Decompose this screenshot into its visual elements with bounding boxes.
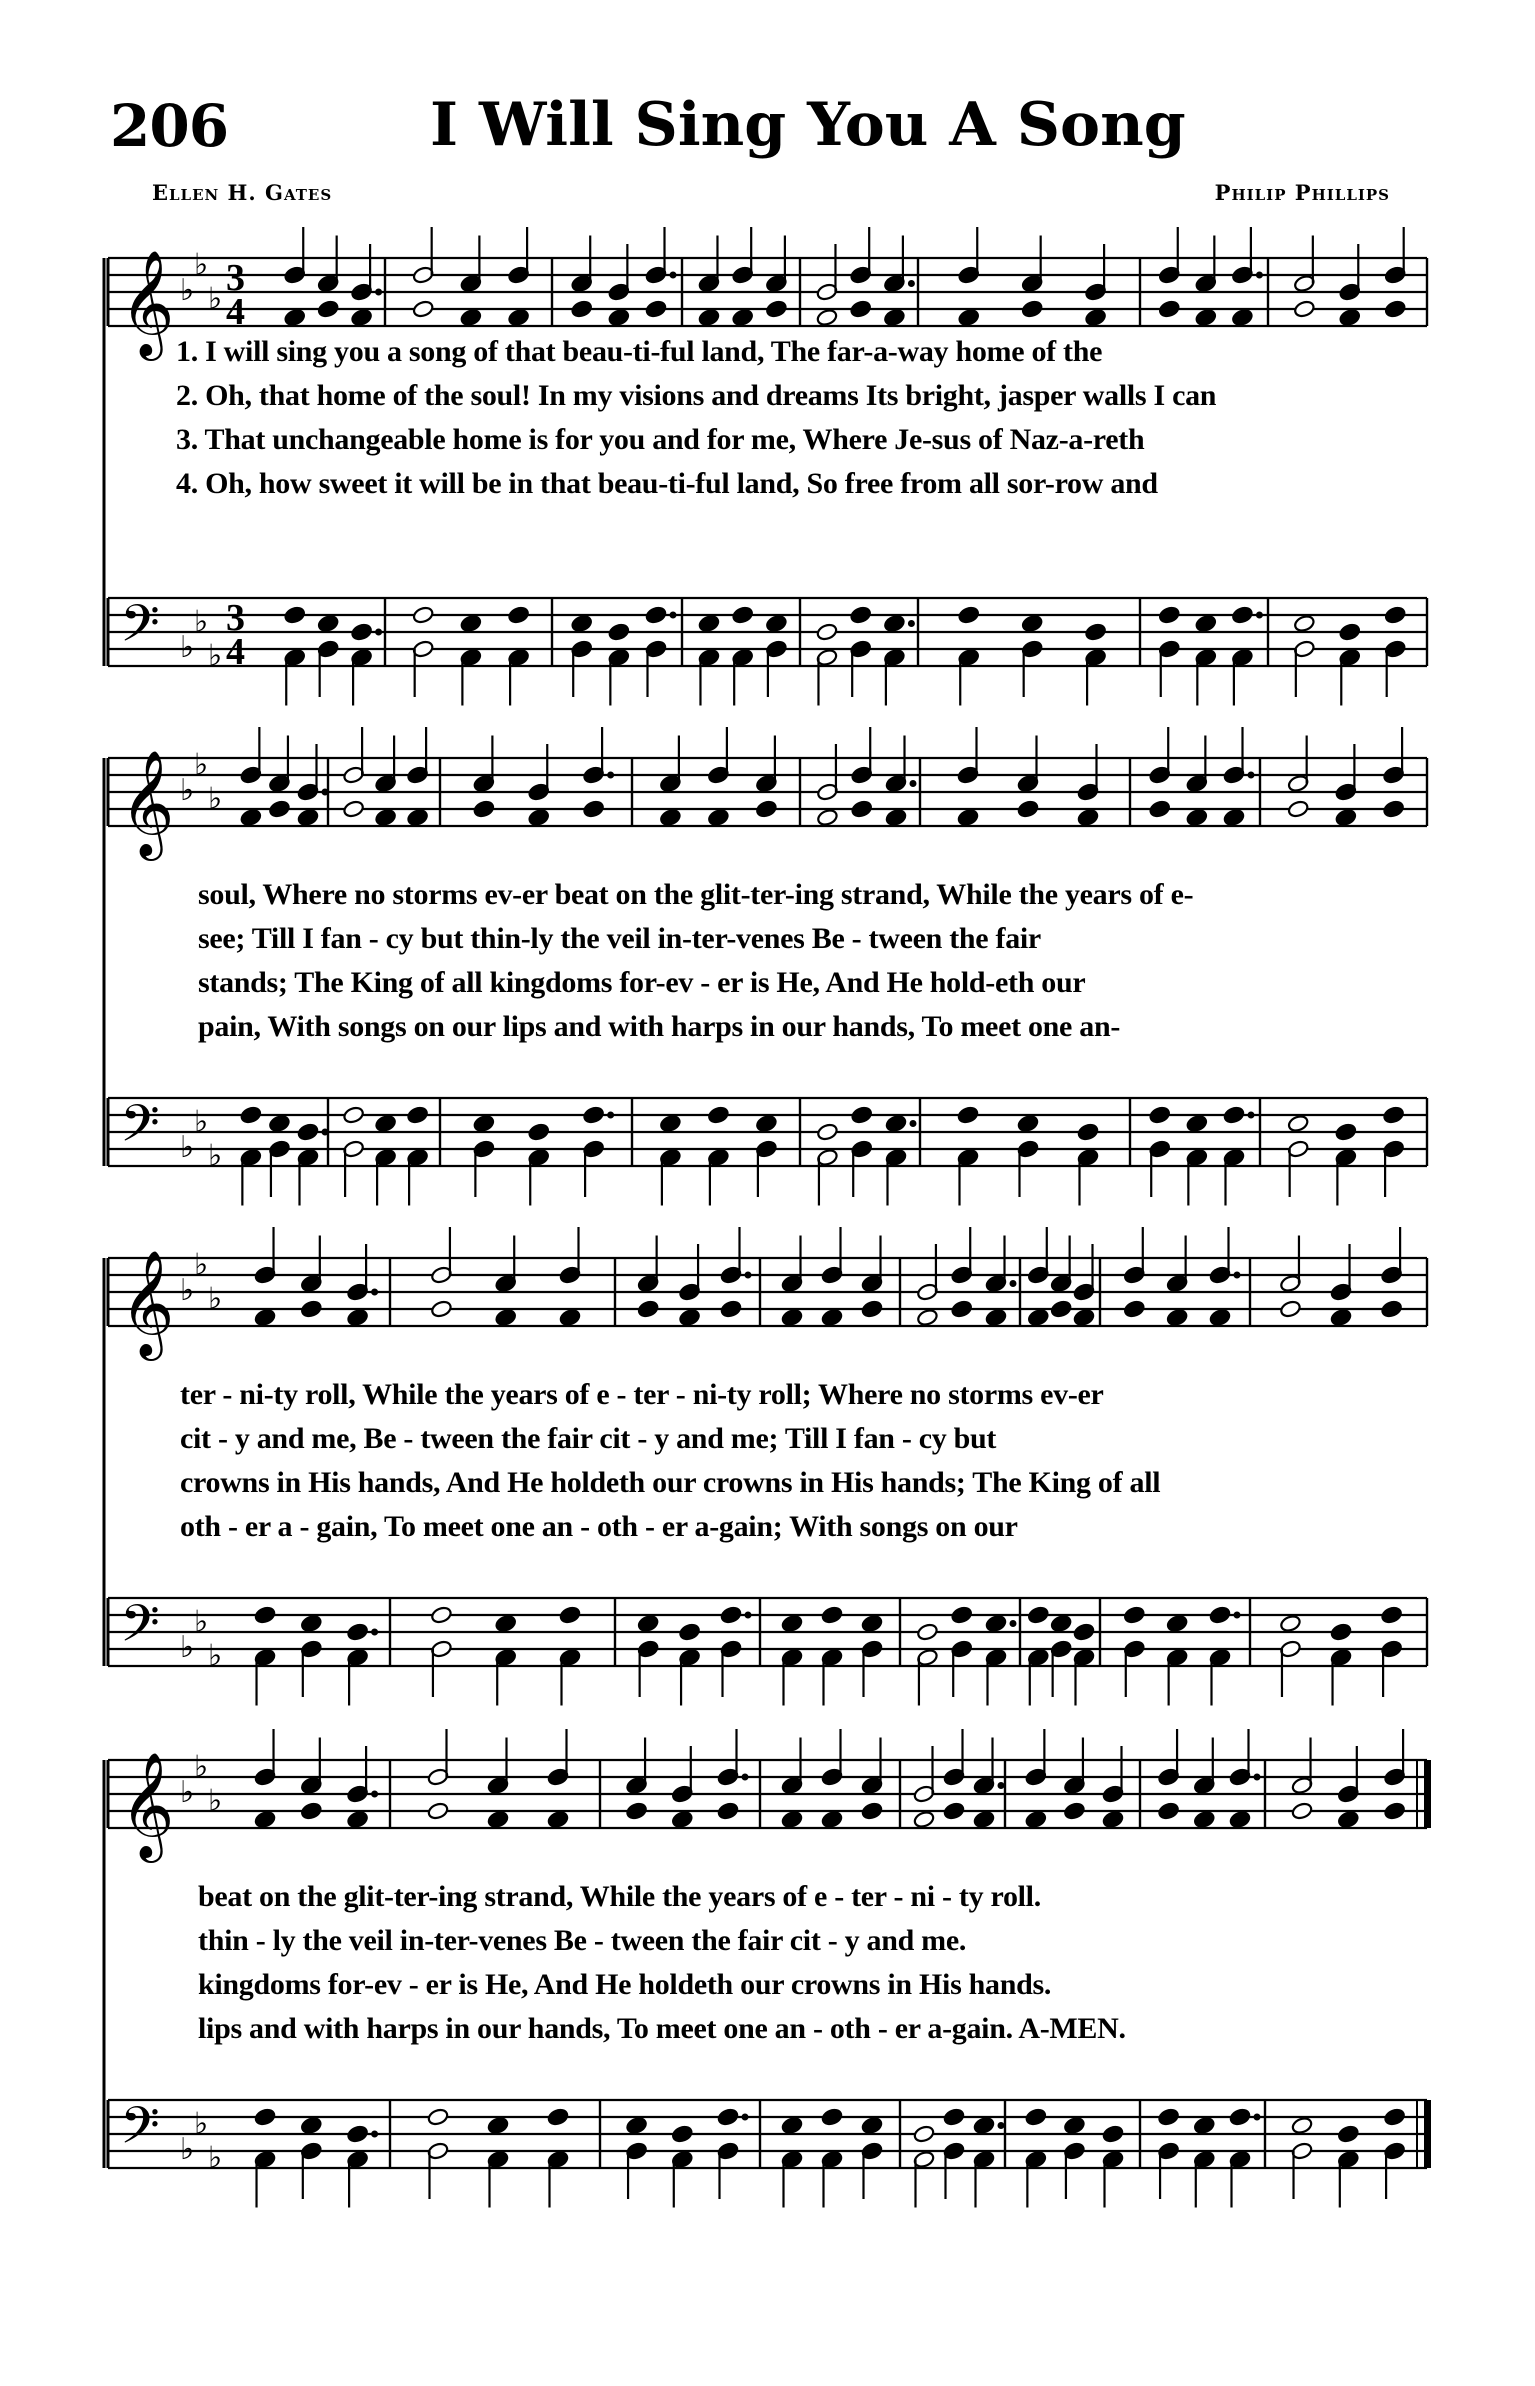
- note-head: [559, 1308, 581, 1327]
- note-head: [781, 2116, 803, 2135]
- note-head: [1017, 799, 1039, 818]
- note-head: [1157, 1801, 1179, 1820]
- note-head: [342, 1105, 364, 1124]
- lyric-line: stands; The King of all kingdoms for-ev - er is He, And He hold-eth our: [198, 966, 1086, 999]
- staff-svg: [0, 1700, 1535, 2228]
- composer-credit: Philip Phillips: [1214, 180, 1390, 205]
- note-head: [1209, 1605, 1231, 1624]
- treble-staff: [108, 1227, 1427, 1361]
- note-head: [547, 2107, 569, 2126]
- note-head: [1383, 2107, 1405, 2126]
- note-head: [1330, 1308, 1352, 1327]
- flat-icon: ♭: [208, 638, 223, 674]
- note-head: [346, 1308, 368, 1327]
- note-head: [625, 2116, 647, 2135]
- lyric-line: lips and with harps in our hands, To meet one an - oth - er a-gain. A-MEN.: [198, 2012, 1126, 2045]
- note-head: [406, 808, 428, 827]
- note-head: [507, 308, 529, 327]
- dot: [745, 1612, 752, 1619]
- note-head: [1148, 799, 1170, 818]
- note-head: [1384, 299, 1406, 318]
- dot: [371, 1289, 378, 1296]
- dot: [1010, 1280, 1017, 1287]
- note-head: [821, 1308, 843, 1327]
- note-head: [300, 1801, 322, 1820]
- note-head: [1186, 808, 1208, 827]
- note-head: [731, 605, 753, 624]
- note-head: [1084, 308, 1106, 327]
- note-head: [1063, 1801, 1085, 1820]
- note-head: [1380, 1605, 1402, 1624]
- note-head: [1166, 1614, 1188, 1633]
- dot: [908, 280, 915, 287]
- bass-clef-icon: 𝄢: [120, 1093, 160, 1166]
- dot: [1256, 272, 1263, 279]
- flat-icon: ♭: [208, 2140, 223, 2176]
- flat-icon: ♭: [194, 1749, 209, 1785]
- note-head: [913, 1810, 935, 1829]
- note-head: [1157, 2107, 1179, 2126]
- note-head: [1148, 1105, 1170, 1124]
- flat-icon: ♭: [194, 2106, 209, 2142]
- lyricist-credit: Ellen H. Gates: [152, 180, 333, 205]
- flat-icon: ♭: [194, 247, 209, 283]
- note-head: [698, 308, 720, 327]
- treble-clef-icon: 𝄞: [120, 1751, 175, 1858]
- lyric-line: oth - er a - gain, To meet one an - oth - er a-gain; With songs on our: [180, 1510, 1018, 1543]
- note-head: [816, 1122, 838, 1141]
- bass-clef-icon: 𝄢: [120, 2095, 160, 2168]
- note-head: [1382, 799, 1404, 818]
- flat-icon: ♭: [180, 773, 195, 808]
- time-signature-top: 3: [226, 597, 245, 639]
- note-head: [1050, 1614, 1072, 1633]
- dot: [375, 289, 382, 296]
- note-head: [570, 299, 592, 318]
- note-head: [950, 1299, 972, 1318]
- bass-staff: [108, 593, 1427, 706]
- note-head: [1209, 1308, 1231, 1327]
- treble-clef-icon: 𝄞: [120, 249, 175, 356]
- flat-icon: ♭: [180, 1775, 195, 1810]
- note-head: [861, 2116, 883, 2135]
- note-head: [240, 1105, 262, 1124]
- note-head: [374, 808, 396, 827]
- note-head: [1027, 1605, 1049, 1624]
- staff-svg: [0, 698, 1535, 1226]
- note-head: [608, 308, 630, 327]
- note-head: [582, 799, 604, 818]
- note-head: [717, 2107, 739, 2126]
- note-head: [950, 1605, 972, 1624]
- flat-icon: ♭: [208, 781, 223, 817]
- note-head: [1158, 605, 1180, 624]
- note-head: [430, 1299, 452, 1318]
- dot: [1254, 2114, 1261, 2121]
- dot: [1248, 1112, 1255, 1119]
- note-head: [487, 2116, 509, 2135]
- note-head: [494, 1614, 516, 1633]
- note-head: [781, 1614, 803, 1633]
- dot: [607, 772, 614, 779]
- note-head: [494, 1308, 516, 1327]
- staff-svg: [0, 1198, 1535, 1726]
- treble-clef-icon: 𝄞: [120, 1249, 175, 1356]
- note-head: [1025, 1810, 1047, 1829]
- dot: [322, 1129, 329, 1136]
- bass-staff: [108, 2095, 1431, 2208]
- note-head: [254, 1605, 276, 1624]
- note-head: [985, 1614, 1007, 1633]
- note-head: [460, 308, 482, 327]
- note-head: [755, 799, 777, 818]
- bass-staff: [108, 1593, 1427, 1706]
- note-head: [1123, 1605, 1145, 1624]
- note-head: [1073, 1622, 1095, 1641]
- note-head: [283, 308, 305, 327]
- note-head: [1102, 2124, 1124, 2143]
- note-head: [849, 299, 871, 318]
- note-head: [816, 622, 838, 641]
- lyric-line: 4. Oh, how sweet it will be in that beau-ti-ful land, So free from all sor-row and: [176, 467, 1158, 500]
- note-head: [346, 2124, 368, 2143]
- note-head: [1077, 808, 1099, 827]
- note-head: [317, 614, 339, 633]
- dot: [322, 789, 329, 796]
- note-head: [1279, 1614, 1301, 1633]
- hymn-title: I Will Sing You A Song: [430, 90, 1186, 160]
- note-head: [671, 2124, 693, 2143]
- note-head: [254, 1810, 276, 1829]
- note-head: [1073, 1308, 1095, 1327]
- note-head: [861, 1614, 883, 1633]
- note-head: [268, 1114, 290, 1133]
- lyric-line: pain, With songs on our lips and with harps in our hands, To meet one an-: [198, 1010, 1121, 1043]
- dot: [742, 2114, 749, 2121]
- flat-icon: ♭: [194, 1247, 209, 1283]
- flat-icon: ♭: [194, 1104, 209, 1140]
- lyric-line: kingdoms for-ev - er is He, And He holdeth our crowns in His hands.: [198, 1968, 1052, 2001]
- note-head: [1293, 299, 1315, 318]
- bass-staff: [108, 1093, 1427, 1206]
- dot: [1248, 772, 1255, 779]
- note-head: [412, 605, 434, 624]
- note-head: [1186, 1114, 1208, 1133]
- note-head: [254, 1308, 276, 1327]
- note-head: [1339, 622, 1361, 641]
- note-head: [861, 1801, 883, 1820]
- note-head: [659, 808, 681, 827]
- flat-icon: ♭: [180, 2132, 195, 2167]
- note-head: [240, 808, 262, 827]
- note-head: [885, 1114, 907, 1133]
- dot: [670, 272, 677, 279]
- note-head: [1231, 308, 1253, 327]
- note-head: [1102, 1810, 1124, 1829]
- flat-icon: ♭: [208, 1783, 223, 1819]
- dot: [998, 1782, 1005, 1789]
- note-head: [765, 614, 787, 633]
- note-head: [637, 1614, 659, 1633]
- note-head: [527, 808, 549, 827]
- note-head: [1337, 2124, 1359, 2143]
- dot: [742, 1774, 749, 1781]
- treble-clef-icon: 𝄞: [120, 749, 175, 856]
- note-head: [1193, 2116, 1215, 2135]
- note-head: [300, 2116, 322, 2135]
- dot: [910, 1120, 917, 1127]
- note-head: [943, 2107, 965, 2126]
- note-head: [1193, 1810, 1215, 1829]
- note-head: [731, 308, 753, 327]
- note-head: [861, 1299, 883, 1318]
- dot: [998, 2122, 1005, 2129]
- lyric-line: thin - ly the veil in-ter-venes Be - tween the fair cit - y and me.: [198, 1924, 967, 1957]
- note-head: [1231, 605, 1253, 624]
- note-head: [755, 1114, 777, 1133]
- bass-clef-icon: 𝄢: [120, 593, 160, 666]
- dot: [1254, 1774, 1261, 1781]
- note-head: [645, 605, 667, 624]
- note-head: [717, 1801, 739, 1820]
- note-head: [1123, 1299, 1145, 1318]
- note-head: [547, 1810, 569, 1829]
- note-head: [582, 1105, 604, 1124]
- note-head: [765, 299, 787, 318]
- note-head: [1229, 1810, 1251, 1829]
- note-head: [1021, 299, 1043, 318]
- note-head: [707, 808, 729, 827]
- note-head: [350, 622, 372, 641]
- note-head: [720, 1299, 742, 1318]
- note-head: [821, 1810, 843, 1829]
- note-head: [430, 1605, 452, 1624]
- note-head: [850, 1105, 872, 1124]
- note-head: [283, 605, 305, 624]
- note-head: [460, 614, 482, 633]
- note-head: [637, 1299, 659, 1318]
- flat-icon: ♭: [194, 604, 209, 640]
- note-head: [374, 1114, 396, 1133]
- note-head: [625, 1801, 647, 1820]
- flat-icon: ♭: [180, 273, 195, 308]
- note-head: [1158, 299, 1180, 318]
- note-head: [973, 1810, 995, 1829]
- note-head: [1335, 808, 1357, 827]
- note-head: [781, 1810, 803, 1829]
- note-head: [1384, 605, 1406, 624]
- note-head: [1084, 622, 1106, 641]
- lyric-line: 1. I will sing you a song of that beau-ti-ful land, The far-a-way home of the: [176, 335, 1103, 368]
- note-head: [985, 1308, 1007, 1327]
- note-head: [412, 299, 434, 318]
- dot: [371, 1629, 378, 1636]
- note-head: [678, 1622, 700, 1641]
- note-head: [1291, 1801, 1313, 1820]
- note-head: [1279, 1299, 1301, 1318]
- note-head: [527, 1122, 549, 1141]
- note-head: [850, 799, 872, 818]
- lyric-line: 3. That unchangeable home is for you and for me, Where Je-sus of Naz-a-reth: [176, 423, 1145, 456]
- note-head: [1021, 614, 1043, 633]
- staff-svg: [0, 198, 1535, 726]
- note-head: [816, 308, 838, 327]
- note-head: [300, 1299, 322, 1318]
- lyric-line: beat on the glit-ter-ing strand, While the years of e - ter - ni - ty roll.: [198, 1880, 1041, 1913]
- note-head: [957, 1105, 979, 1124]
- note-head: [816, 808, 838, 827]
- note-head: [957, 308, 979, 327]
- note-head: [317, 299, 339, 318]
- note-head: [957, 808, 979, 827]
- flat-icon: ♭: [208, 1281, 223, 1317]
- note-head: [1287, 799, 1309, 818]
- note-head: [645, 299, 667, 318]
- note-head: [821, 1605, 843, 1624]
- time-signature-bottom: 4: [226, 291, 245, 333]
- bass-clef-icon: 𝄢: [120, 1593, 160, 1666]
- note-head: [913, 2124, 935, 2143]
- flat-icon: ♭: [194, 1604, 209, 1640]
- hymn-number: 206: [110, 92, 229, 160]
- note-head: [608, 622, 630, 641]
- note-head: [1337, 1810, 1359, 1829]
- lyric-line: crowns in His hands, And He holdeth our crowns in His hands; The King of all: [180, 1466, 1161, 1499]
- note-head: [1077, 1122, 1099, 1141]
- note-head: [427, 1801, 449, 1820]
- note-head: [346, 1810, 368, 1829]
- treble-staff: [108, 1729, 1431, 1863]
- note-head: [821, 2107, 843, 2126]
- note-head: [1223, 1105, 1245, 1124]
- note-head: [300, 1614, 322, 1633]
- dot: [371, 1791, 378, 1798]
- note-head: [350, 308, 372, 327]
- flat-icon: ♭: [180, 1630, 195, 1665]
- time-signature-top: 3: [226, 257, 245, 299]
- note-head: [297, 808, 319, 827]
- flat-icon: ♭: [180, 630, 195, 665]
- note-head: [916, 1308, 938, 1327]
- note-head: [659, 1114, 681, 1133]
- note-head: [1063, 2116, 1085, 2135]
- note-head: [297, 1122, 319, 1141]
- note-head: [1050, 1299, 1072, 1318]
- note-head: [885, 808, 907, 827]
- note-head: [1335, 1122, 1357, 1141]
- note-head: [1382, 1105, 1404, 1124]
- final-barline: [1424, 1760, 1431, 1828]
- note-head: [720, 1605, 742, 1624]
- dot: [910, 780, 917, 787]
- note-head: [1229, 2107, 1251, 2126]
- note-head: [1293, 614, 1315, 633]
- note-head: [1380, 1299, 1402, 1318]
- final-barline: [1424, 2100, 1431, 2168]
- note-head: [473, 1114, 495, 1133]
- note-head: [883, 614, 905, 633]
- note-head: [1330, 1622, 1352, 1641]
- note-head: [1339, 308, 1361, 327]
- note-head: [957, 605, 979, 624]
- note-head: [698, 614, 720, 633]
- note-head: [507, 605, 529, 624]
- dot: [607, 1112, 614, 1119]
- note-head: [1025, 2107, 1047, 2126]
- note-head: [781, 1308, 803, 1327]
- note-head: [487, 1810, 509, 1829]
- dot: [1256, 612, 1263, 619]
- note-head: [707, 1105, 729, 1124]
- flat-icon: ♭: [208, 1138, 223, 1174]
- note-head: [406, 1105, 428, 1124]
- lyric-line: ter - ni-ty roll, While the years of e - ter - ni-ty roll; Where no storms ev-er: [180, 1378, 1104, 1411]
- note-head: [883, 308, 905, 327]
- note-head: [973, 2116, 995, 2135]
- note-head: [1017, 1114, 1039, 1133]
- dot: [1234, 1272, 1241, 1279]
- note-head: [1291, 2116, 1313, 2135]
- note-head: [678, 1308, 700, 1327]
- lyric-line: cit - y and me, Be - tween the fair cit - y and me; Till I fan - cy but: [180, 1422, 997, 1455]
- flat-icon: ♭: [180, 1273, 195, 1308]
- note-head: [849, 605, 871, 624]
- note-head: [1166, 1308, 1188, 1327]
- note-head: [1287, 1114, 1309, 1133]
- dot: [670, 612, 677, 619]
- lyric-line: soul, Where no storms ev-er beat on the glit-ter-ing strand, While the years of e-: [198, 878, 1194, 911]
- note-head: [473, 799, 495, 818]
- note-head: [559, 1605, 581, 1624]
- dot: [371, 2131, 378, 2138]
- dot: [375, 629, 382, 636]
- time-signature-bottom: 4: [226, 631, 245, 673]
- lyric-line: 2. Oh, that home of the soul! In my visions and dreams Its bright, jasper walls I can: [176, 379, 1217, 412]
- note-head: [254, 2107, 276, 2126]
- flat-icon: ♭: [194, 747, 209, 783]
- note-head: [427, 2107, 449, 2126]
- note-head: [1195, 308, 1217, 327]
- note-head: [1383, 1801, 1405, 1820]
- lyric-line: see; Till I fan - cy but thin-ly the veil in-ter-venes Be - tween the fair: [198, 922, 1041, 955]
- note-head: [671, 1810, 693, 1829]
- dot: [1234, 1612, 1241, 1619]
- note-head: [916, 1622, 938, 1641]
- note-head: [1027, 1308, 1049, 1327]
- dot: [745, 1272, 752, 1279]
- note-head: [342, 799, 364, 818]
- dot: [908, 620, 915, 627]
- note-head: [943, 1801, 965, 1820]
- note-head: [1195, 614, 1217, 633]
- note-head: [268, 799, 290, 818]
- treble-staff: [108, 727, 1427, 861]
- note-head: [1223, 808, 1245, 827]
- flat-icon: ♭: [208, 1638, 223, 1674]
- flat-icon: ♭: [180, 1130, 195, 1165]
- dot: [1010, 1620, 1017, 1627]
- note-head: [346, 1622, 368, 1641]
- note-head: [570, 614, 592, 633]
- flat-icon: ♭: [208, 281, 223, 317]
